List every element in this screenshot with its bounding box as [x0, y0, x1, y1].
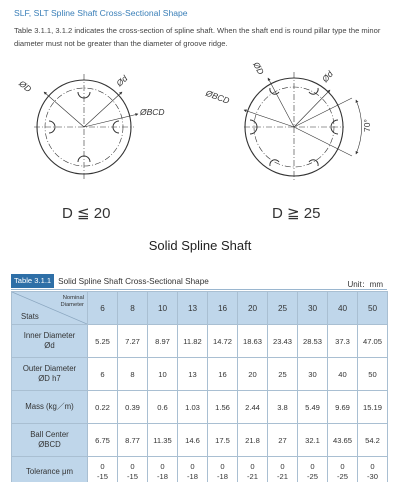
table-cell: 15.19: [358, 391, 388, 424]
right-label-od: ØD: [251, 60, 267, 77]
row-header: Tolerance μm: [12, 457, 88, 482]
table-cell: 0 -18: [148, 457, 178, 482]
table-row: [12, 391, 388, 424]
right-label-d: Ød: [319, 68, 335, 85]
column-header: 16: [208, 292, 238, 325]
column-header: 13: [178, 292, 208, 325]
table-cell: 2.44: [238, 391, 268, 424]
table-cell: 8.77: [118, 424, 148, 457]
table-cell: 6: [88, 358, 118, 391]
diagram-title: Solid Spline Shaft: [148, 238, 252, 253]
section-heading: SLF, SLT Spline Shaft Cross-Sectional Shape: [14, 8, 188, 18]
left-shaft-drawing: [34, 74, 138, 180]
table-cell: 6.75: [88, 424, 118, 457]
corner-top-label: Nominal Diameter: [60, 295, 84, 308]
table-cell: 47.05: [358, 325, 388, 358]
table-cell: 0 -25: [298, 457, 328, 482]
table-cell: 28.53: [298, 325, 328, 358]
column-header: 6: [88, 292, 118, 325]
row-header: Ball Center ØBCD: [12, 424, 88, 457]
table-cell: 25: [268, 358, 298, 391]
corner-header-cell: [12, 292, 88, 325]
table-cell: 32.1: [298, 424, 328, 457]
table-cell: 11.82: [178, 325, 208, 358]
table-cell: 43.65: [328, 424, 358, 457]
table-cell: 0 -18: [178, 457, 208, 482]
table-cell: 40: [328, 358, 358, 391]
left-label-bcd: ØBCD: [140, 107, 165, 117]
table-cell: 13: [178, 358, 208, 391]
table-cell: 37.3: [328, 325, 358, 358]
row-header: Mass (kg／m): [12, 391, 88, 424]
table-cell: 23.43: [268, 325, 298, 358]
table-cell: 0 -25: [328, 457, 358, 482]
table-row: [12, 358, 388, 391]
column-header: 10: [148, 292, 178, 325]
column-header: 40: [328, 292, 358, 325]
left-label-od: ØD: [17, 78, 34, 95]
intro-text: Table 3.1.1, 3.1.2 indicates the cross-section of spline shaft. When the shaft end is round pillar type the minor diameter must not be greater than the diameter of groove ridge.: [14, 26, 381, 48]
table-cell: 8.97: [148, 325, 178, 358]
table-cell: 0 -15: [118, 457, 148, 482]
row-header: Outer Diameter ØD h7: [12, 358, 88, 391]
table-row: [12, 457, 388, 482]
table-cell: 1.56: [208, 391, 238, 424]
table-cell: 30: [298, 358, 328, 391]
unit-label: Unit：mm: [347, 280, 383, 289]
table-cell: 5.49: [298, 391, 328, 424]
column-header: 8: [118, 292, 148, 325]
column-header: 20: [238, 292, 268, 325]
table-cell: 21.8: [238, 424, 268, 457]
table-cell: 0 -21: [268, 457, 298, 482]
table-cell: 17.5: [208, 424, 238, 457]
table-cell: 0 -30: [358, 457, 388, 482]
table-tag: Table 3.1.1: [11, 274, 54, 288]
table-row: [12, 325, 388, 358]
spec-table: [11, 291, 388, 482]
title-rule: [11, 289, 387, 290]
table-cell: 9.69: [328, 391, 358, 424]
table-cell: 3.8: [268, 391, 298, 424]
table-cell: 0 -18: [208, 457, 238, 482]
right-label-angle: 70°: [362, 119, 372, 132]
table-cell: 54.2: [358, 424, 388, 457]
left-label-d: Ød: [114, 73, 130, 89]
right-label-bcd: ØBCD: [204, 87, 231, 106]
right-caption: D ≧ 25: [272, 205, 321, 222]
right-shaft-drawing: [244, 72, 362, 182]
table-row: [12, 424, 388, 457]
table-cell: 16: [208, 358, 238, 391]
column-header: 50: [358, 292, 388, 325]
column-header: 25: [268, 292, 298, 325]
table-cell: 0.39: [118, 391, 148, 424]
table-cell: 14.72: [208, 325, 238, 358]
table-cell: 50: [358, 358, 388, 391]
table-cell: 8: [118, 358, 148, 391]
table-cell: 14.6: [178, 424, 208, 457]
table-cell: 27: [268, 424, 298, 457]
table-cell: 1.03: [178, 391, 208, 424]
table-cell: 0 -15: [88, 457, 118, 482]
table-cell: 10: [148, 358, 178, 391]
table-header-row: [12, 292, 388, 325]
table-cell: 5.25: [88, 325, 118, 358]
table-cell: 7.27: [118, 325, 148, 358]
table-title: Solid Spline Shaft Cross-Sectional Shape: [58, 276, 209, 286]
column-header: 30: [298, 292, 328, 325]
corner-bottom-label: Stats: [21, 312, 39, 321]
table-cell: 0.22: [88, 391, 118, 424]
left-caption: D ≦ 20: [62, 205, 111, 222]
row-header: Inner Diameter Ød: [12, 325, 88, 358]
table-title-bar: [11, 273, 209, 289]
table-cell: 0.6: [148, 391, 178, 424]
table-cell: 20: [238, 358, 268, 391]
table-cell: 0 -21: [238, 457, 268, 482]
table-cell: 11.35: [148, 424, 178, 457]
spline-cross-section-diagram: [0, 52, 400, 264]
table-cell: 18.63: [238, 325, 268, 358]
